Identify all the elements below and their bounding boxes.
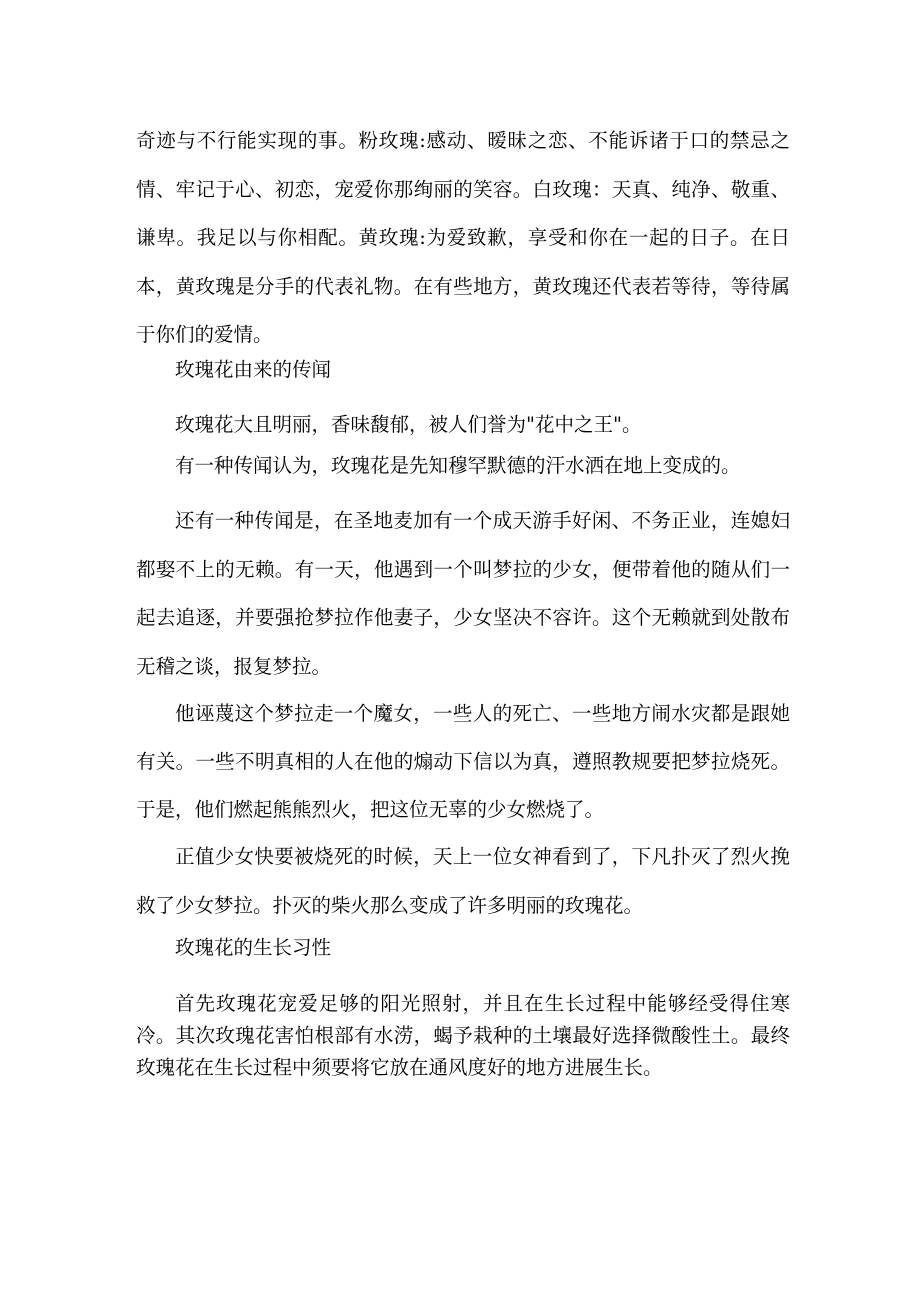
paragraph-legend-two: 还有一种传闻是，在圣地麦加有一个成天游手好闲、不务正业，连媳妇都娶不上的无赖。有一天，他遇到一个叫梦拉的少女，便带着他的随从们一起去追逐，并要强抢梦拉作他妻子，少女坚决不容许。这个无赖就到处散布无稽之谈，报复梦拉。 bbox=[136, 509, 790, 678]
paragraph-growth-habits: 首先玫瑰花宠爱足够的阳光照射，并且在生长过程中能够经受得住寒冷。其次玫瑰花害怕根部有水涝，蝎予栽种的土壤最好选择微酸性土。最终玫瑰花在生长过程中须要将它放在通风度好的地方进展生长。 bbox=[136, 992, 790, 1079]
paragraph-goddess-rescue: 正值少女快要被烧死的时候，天上一位女神看到了，下凡扑灭了烈火挽救了少女梦拉。扑灭的柴火那么变成了许多明丽的玫瑰花。 bbox=[136, 845, 790, 917]
paragraph-king-of-flowers: 玫瑰花大且明丽，香味馥郁，被人们誉为"花中之王"。 bbox=[175, 413, 642, 436]
paragraph-slander: 他诬蔑这个梦拉走一个魔女，一些人的死亡、一些地方闹水灾都是跟她有关。一些不明真相的人在他的煽动下信以为真，遵照教规要把梦拉烧死。于是，他们燃起熊熊烈火，把这位无辜的少女燃烧了。 bbox=[136, 702, 790, 821]
paragraph-rose-colors: 奇迹与不行能实现的事。粉玫瑰:感动、暧昧之恋、不能诉诸于口的禁忌之情、牢记于心、初恋，宠爱你那绚丽的笑容。白玫瑰：天真、纯净、敬重、谦卑。我足以与你相配。黄玫瑰:为爱致歉，享受和你在一起的日子。在日本，黄玫瑰是分手的代表礼物。在有些地方，黄玫瑰还代表若等待，等待属于你们的爱情。 bbox=[136, 129, 790, 346]
section-heading-growth-habits: 玫瑰花的生长习性 bbox=[175, 936, 332, 959]
section-heading-rose-legends: 玫瑰花由来的传闻 bbox=[175, 358, 332, 381]
paragraph-legend-one: 有一种传闻认为，玫瑰花是先知穆罕默德的汗水洒在地上变成的。 bbox=[175, 454, 741, 477]
